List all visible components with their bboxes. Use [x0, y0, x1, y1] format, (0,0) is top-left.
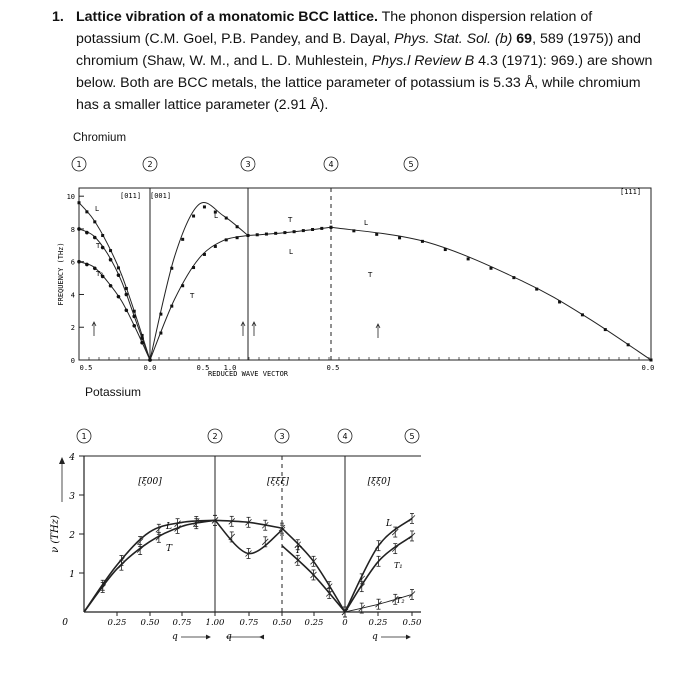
chromium-data-point — [109, 249, 112, 252]
chromium-curve-T2 — [79, 262, 150, 360]
potassium-x-tick-label: 0.50 — [140, 618, 160, 628]
chromium-data-point — [181, 284, 184, 287]
chromium-data-point — [512, 276, 515, 279]
chromium-branch-label-T: T — [288, 216, 293, 224]
chromium-data-point — [192, 266, 195, 269]
potassium-point-number: 4 — [342, 432, 348, 441]
chromium-data-point — [444, 248, 447, 251]
chromium-data-point — [77, 227, 81, 231]
potassium-direction-label: [ξξξ] — [267, 477, 289, 487]
potassium-branch-label-T: T — [166, 544, 173, 554]
chromium-direction-label: [011] — [120, 192, 142, 200]
chromium-data-point — [283, 231, 286, 234]
potassium-direction-label: [ξ00] — [138, 477, 162, 487]
chromium-data-point — [236, 236, 239, 239]
potassium-branch-label-L: L — [166, 522, 172, 532]
chromium-data-point — [117, 295, 121, 299]
potassium-x-tick-label: 0.25 — [304, 618, 324, 628]
chromium-data-point — [256, 233, 259, 236]
chromium-y-tick-label: 8 — [70, 225, 75, 234]
chromium-data-point — [535, 288, 538, 291]
potassium-x-tick-label: 1.00 — [205, 618, 225, 628]
chromium-x-tick-label: 1.0 — [223, 364, 237, 372]
chromium-curve-T — [150, 236, 248, 361]
chromium-data-point — [109, 258, 113, 262]
chromium-data-point — [132, 324, 136, 328]
chromium-data-point — [293, 230, 296, 233]
chromium-data-point — [421, 240, 424, 243]
potassium-point-number: 1 — [81, 432, 87, 441]
chromium-plot-frame — [79, 188, 651, 360]
problem-text — [76, 6, 658, 116]
problem-number: 1. — [52, 9, 64, 25]
chromium-branch-label-L: L — [364, 219, 368, 227]
potassium-y-axis-label: ν (THz) — [50, 515, 61, 553]
problem-statement — [48, 6, 658, 116]
chromium-data-point — [490, 267, 493, 270]
chromium-x-tick-label: 0.5 — [326, 364, 340, 372]
chromium-branch-label-T: T — [368, 271, 373, 279]
chromium-data-point — [302, 229, 305, 232]
chromium-y-tick-label: 6 — [70, 258, 75, 267]
potassium-y-tick-label: 1 — [69, 570, 75, 580]
chromium-data-point — [398, 236, 401, 239]
potassium-y-tick-label: 4 — [69, 453, 75, 463]
potassium-text-layer — [50, 429, 422, 642]
chromium-data-point — [77, 260, 81, 264]
potassium-x-tick-label: 0 — [342, 618, 348, 628]
potassium-branch-label-T2: T₂ — [396, 596, 405, 605]
chromium-data-point — [581, 313, 584, 316]
potassium-x-tick-label: 0.25 — [107, 618, 127, 628]
chromium-data-point — [117, 266, 120, 269]
potassium-q-arrow-head — [406, 635, 410, 639]
potassium-y-tick-label: 0 — [62, 618, 68, 628]
chromium-branch-label-L: L — [95, 205, 99, 213]
potassium-point-number: 3 — [279, 432, 285, 441]
potassium-point-number: 5 — [409, 432, 415, 441]
chromium-y-tick-label: 10 — [66, 193, 75, 202]
chromium-data-point — [149, 359, 152, 362]
potassium-q-arrow-head — [206, 635, 210, 639]
chromium-branch-label-L: L — [289, 248, 293, 256]
chromium-data-point — [330, 226, 333, 229]
chromium-data-point — [650, 359, 653, 362]
chromium-data-point — [320, 227, 323, 230]
chromium-data-point — [274, 232, 277, 235]
chromium-data-point — [236, 225, 239, 228]
chromium-y-tick-label: 4 — [70, 291, 75, 300]
chromium-data-point — [140, 341, 144, 345]
potassium-y-tick-label: 3 — [69, 492, 75, 502]
chromium-x-tick-label: 0.5 — [79, 364, 93, 372]
chromium-data-point — [558, 300, 561, 303]
chromium-curve-T1 — [79, 229, 150, 360]
problem-title: Lattice vibration of a monatomic BCC lattice. — [76, 9, 378, 25]
chromium-dispersion-chart — [0, 148, 697, 408]
journal-volume-1: 69 — [512, 31, 533, 47]
problem-text-1: The phonon dispersion relation of potassium (C.M. Goel, P.B. Pandey, and B. Dayal, — [76, 9, 593, 47]
chromium-curve-L-T — [248, 227, 331, 235]
chromium-data-point — [225, 217, 228, 220]
chromium-data-point — [203, 205, 206, 208]
chromium-data-point — [159, 332, 162, 335]
potassium-branch-label-T1: T₁ — [394, 561, 403, 570]
chromium-point-number: 3 — [245, 160, 251, 169]
journal-name-1: Phys. Stat. Sol. (b) — [394, 31, 513, 47]
chromium-data-point — [192, 215, 195, 218]
chromium-data-point — [604, 328, 607, 331]
potassium-branch-label-T: T — [295, 546, 302, 556]
chromium-data-point — [627, 343, 630, 346]
chromium-branch-label-T1: T₁ — [96, 242, 104, 250]
chromium-data-point — [170, 267, 173, 270]
chromium-data-point — [203, 253, 206, 256]
journal-name-2: Phys.l Review B — [371, 53, 475, 69]
chromium-data-point — [159, 313, 162, 316]
potassium-point-number: 2 — [212, 432, 218, 441]
chromium-data-point — [125, 293, 129, 297]
potassium-direction-label: [ξξ0] — [367, 477, 391, 487]
potassium-q-label: q — [372, 632, 378, 642]
chromium-data-point — [109, 284, 113, 288]
chromium-data-point — [181, 238, 184, 241]
chromium-data-point — [225, 238, 228, 241]
chromium-x-tick-label: 0.0 — [641, 364, 655, 372]
chromium-data-point — [85, 263, 89, 267]
chromium-caption: Chromium — [73, 132, 127, 144]
chromium-data-point — [352, 229, 355, 232]
potassium-caption: Potassium — [85, 385, 142, 399]
potassium-dispersion-chart — [0, 422, 697, 672]
chromium-data-point — [265, 233, 268, 236]
chromium-branch-label-T2: T₂ — [96, 270, 104, 278]
chromium-point-number: 2 — [147, 160, 153, 169]
chromium-data-point — [85, 210, 88, 213]
potassium-y-tick-label: 2 — [69, 531, 75, 541]
chromium-curve-L-T — [331, 227, 651, 360]
chromium-data-point — [85, 231, 89, 235]
chromium-data-point — [375, 233, 378, 236]
potassium-q-arrow-head — [260, 635, 264, 639]
chromium-data-point — [214, 245, 217, 248]
chromium-data-point — [247, 234, 250, 237]
chromium-text-layer — [57, 157, 654, 378]
chromium-point-number: 4 — [328, 160, 334, 169]
chromium-y-tick-label: 2 — [70, 324, 75, 333]
potassium-q-label: q — [226, 632, 232, 642]
potassium-curve-L — [84, 520, 215, 612]
chromium-branch-label-L: L — [214, 212, 218, 220]
potassium-branch-label-L: L — [386, 519, 392, 529]
potassium-x-tick-label: 0.25 — [368, 618, 388, 628]
chromium-data-point — [78, 201, 81, 204]
potassium-curve-T — [84, 520, 215, 612]
potassium-x-tick-label: 0.50 — [402, 618, 422, 628]
chromium-data-point — [93, 220, 96, 223]
chromium-direction-label: [001] — [150, 192, 172, 200]
chromium-data-point — [170, 305, 173, 308]
problem-text-2: , 589 (1975)) and chromium (Shaw, W. M., and L. D. Muhlestein, — [76, 31, 641, 69]
chromium-curve-L — [150, 202, 248, 360]
chromium-data-point — [125, 309, 129, 313]
chromium-data-point — [311, 228, 314, 231]
chromium-data-point — [117, 273, 121, 277]
chromium-x-tick-label: 0.5 — [196, 364, 210, 372]
potassium-x-tick-label: 0.75 — [239, 618, 259, 628]
potassium-x-tick-label: 0.50 — [272, 618, 292, 628]
chromium-direction-label: [111] — [620, 188, 642, 196]
chromium-point-number: 5 — [408, 160, 414, 169]
chromium-data-point — [132, 315, 136, 319]
chromium-branch-label-T: T — [190, 292, 195, 300]
chromium-y-tick-label: 0 — [70, 357, 75, 365]
chromium-frame-border — [79, 188, 651, 360]
chromium-x-tick-label: 0.0 — [143, 364, 157, 372]
problem-text-3: 4.3 (1971): 969.) are shown below. Both are BCC metals, the lattice parameter of potassium is 5.33 Å, while chromium has a smaller lattice parameter (2.91 Å). — [76, 53, 653, 113]
chromium-x-axis-label: REDUCED WAVE VECTOR — [207, 370, 289, 378]
chromium-data-point — [467, 257, 470, 260]
chromium-data-point — [93, 236, 97, 240]
chromium-y-axis-label: FREQUENCY (THz) — [57, 242, 65, 306]
chromium-point-number: 1 — [76, 160, 82, 169]
potassium-y-arrow-head — [59, 457, 65, 464]
potassium-q-label: q — [172, 632, 178, 642]
chromium-data-point — [101, 234, 104, 237]
potassium-x-tick-label: 0.75 — [172, 618, 192, 628]
